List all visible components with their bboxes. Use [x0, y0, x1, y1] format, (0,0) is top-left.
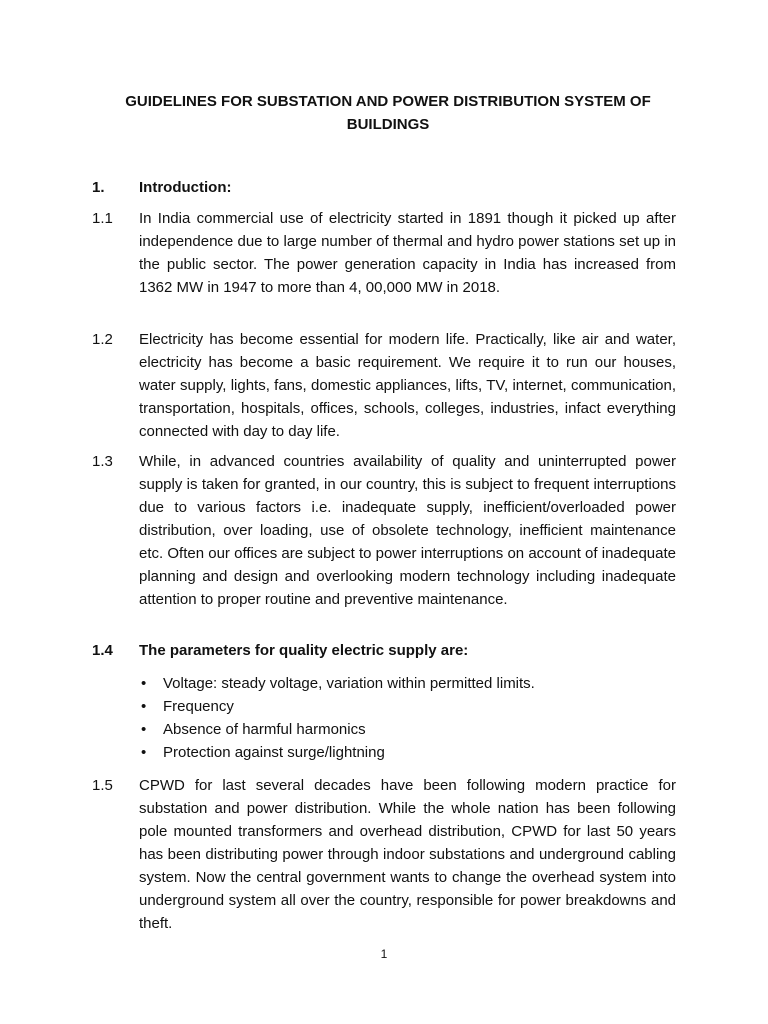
bullet-icon: • [141, 698, 147, 715]
section-number: 1. [92, 179, 105, 196]
list-item: • Protection against surge/lightning [139, 741, 676, 764]
paragraph-number: 1.1 [92, 210, 113, 227]
paragraph-1-1 [92, 207, 676, 299]
paragraph-text: CPWD for last several decades have been following modern practice for substation and power distribution. While the whole nation has been following pole mounted transformers and overhead distribution, CPWD for last 50 years has been distributing power through indoor substations and underground cabling system. Now the central government wants to change the overhead system into underground system all over the country, responsible for power breakdowns and theft. [139, 777, 676, 932]
list-item: • Absence of harmful harmonics [139, 718, 676, 741]
paragraph-text: Electricity has become essential for modern life. Practically, like air and water, electricity has become a basic requirement. We require it to run our houses, water supply, lights, fans, domestic appliances, lifts, TV, internet, communication, transportation, hospitals, offices, schools, colleges, industries, infact everything connected with day to day life. [139, 331, 676, 440]
paragraph-number: 1.4 [92, 642, 113, 659]
paragraph-number: 1.3 [92, 453, 113, 470]
section-heading [92, 176, 231, 199]
document-title: GUIDELINES FOR SUBSTATION AND POWER DISTRIBUTION SYSTEM OF BUILDINGS [125, 93, 651, 133]
paragraph-1-2 [92, 328, 676, 443]
bullet-icon: • [141, 675, 147, 692]
list-item: • Voltage: steady voltage, variation within permitted limits. [139, 672, 676, 695]
page-number: 1 [380, 947, 388, 961]
paragraph-text: In India commercial use of electricity started in 1891 though it picked up after independence due to large number of thermal and hydro power stations set up in the public sector. The power generation capacity in India has increased from 1362 MW in 1947 to more than 4, 00,000 MW in 2018. [139, 210, 676, 296]
bullet-icon: • [141, 744, 147, 761]
paragraph-1-3 [92, 450, 676, 611]
bullet-icon: • [141, 721, 147, 738]
section-heading-text: Introduction: [139, 179, 232, 196]
paragraph-number: 1.5 [92, 777, 113, 794]
paragraph-1-5 [92, 774, 676, 935]
paragraph-1-4 [92, 639, 676, 662]
paragraph-text: The parameters for quality electric supply are: [139, 642, 469, 659]
paragraph-number: 1.2 [92, 331, 113, 348]
quality-parameters-list [139, 672, 676, 764]
paragraph-text: While, in advanced countries availability of quality and uninterrupted power supply is taken for granted, in our country, this is subject to frequent interruptions due to various factors i.e. inadequate supply, inefficient/overloaded power distribution, over loading, use of obsolete technology, inefficient maintenance etc. Often our offices are subject to power interruptions on account of inadequate planning and design and overlooking modern technology including inadequate attention to proper routine and preventive maintenance. [139, 453, 676, 608]
list-item: • Frequency [139, 695, 676, 718]
